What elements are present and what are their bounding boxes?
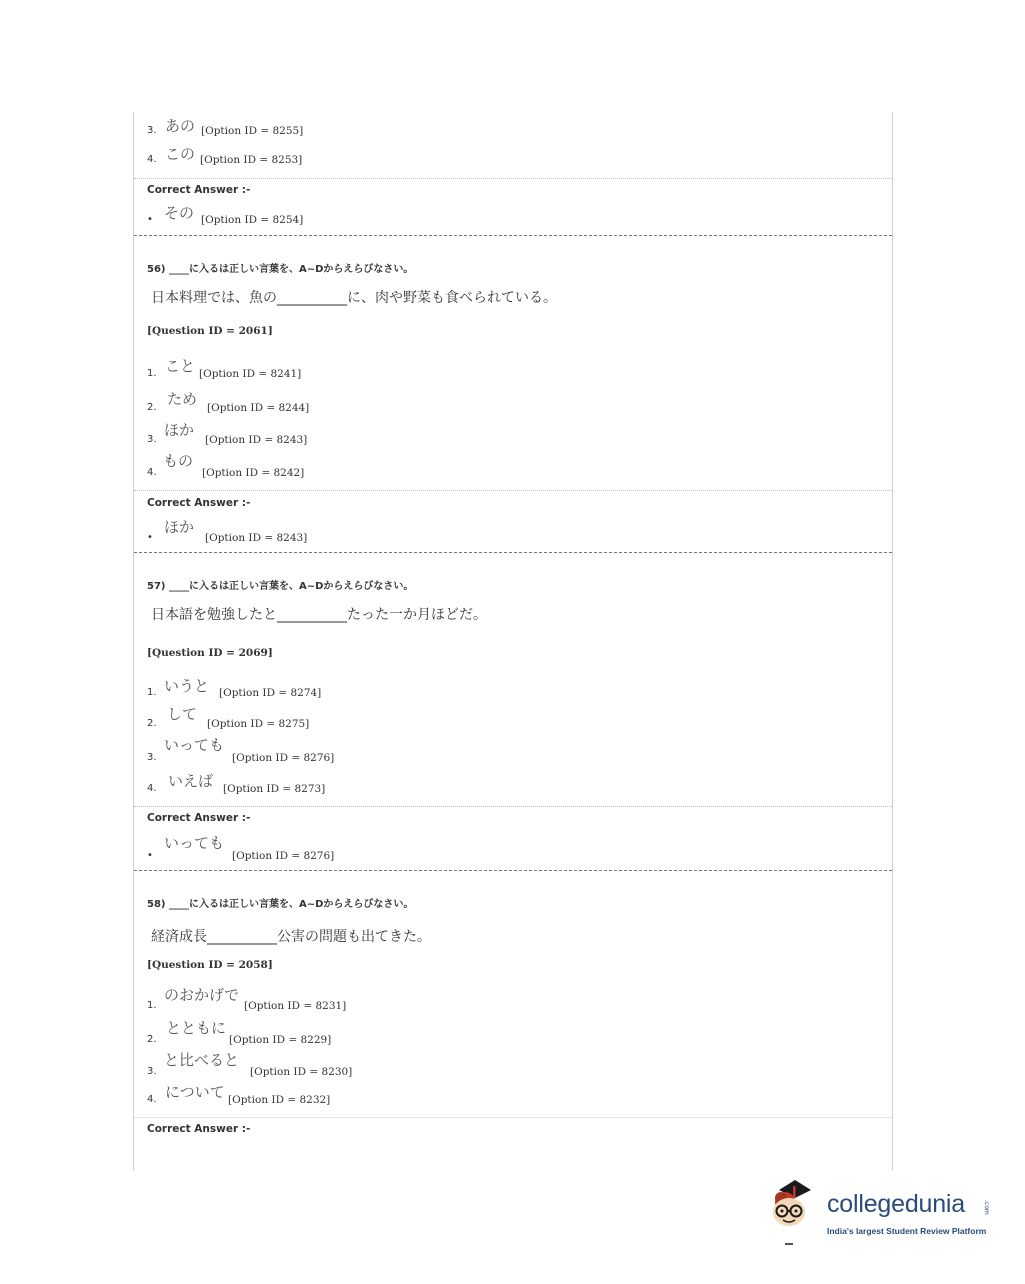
option-text: ため: [167, 390, 198, 408]
option-number: 2.: [147, 402, 157, 413]
option-text: あの: [165, 117, 196, 135]
question-separator: [134, 552, 892, 553]
option-id: [Option ID = 8230]: [250, 1066, 353, 1078]
correct-answer-label: Correct Answer :-: [147, 812, 251, 824]
option-number: 1.: [147, 687, 157, 698]
option-text: もの: [163, 452, 194, 470]
question-separator: [134, 235, 892, 236]
divider: [134, 806, 892, 807]
option-id: [Option ID = 8273]: [223, 783, 326, 795]
option-number: 2.: [147, 718, 157, 729]
answer-option-id: [Option ID = 8243]: [205, 532, 308, 544]
option-text: この: [165, 145, 196, 163]
answer-text: ほか: [164, 518, 195, 536]
correct-answer-label: Correct Answer :-: [147, 184, 251, 196]
question-id: [Question ID = 2069]: [147, 647, 273, 659]
question-id: [Question ID = 2058]: [147, 959, 273, 971]
option-text: いっても: [164, 736, 225, 754]
option-id: [Option ID = 8276]: [232, 752, 335, 764]
option-id: [Option ID = 8244]: [207, 402, 310, 414]
option-id: [Option ID = 8241]: [199, 368, 302, 380]
option-number: 2.: [147, 1034, 157, 1045]
option-number: 3.: [147, 1066, 157, 1077]
answer-bullet: •: [147, 214, 153, 225]
answer-option-id: [Option ID = 8276]: [232, 850, 335, 862]
mascot-icon: [765, 1176, 827, 1248]
option-number: 1.: [147, 1000, 157, 1011]
answer-option-id: [Option ID = 8254]: [201, 214, 304, 226]
question-header: 56) ____に入るは正しい言葉を、A~Dからえらびなさい。: [147, 264, 414, 275]
answer-text: いっても: [164, 834, 225, 852]
option-id: [Option ID = 8253]: [200, 154, 303, 166]
answer-bullet: •: [147, 532, 153, 543]
option-number: 4.: [147, 467, 157, 478]
option-id: [Option ID = 8255]: [201, 125, 304, 137]
option-id: [Option ID = 8274]: [219, 687, 322, 699]
divider: [134, 490, 892, 491]
correct-answer-label: Correct Answer :-: [147, 497, 251, 509]
question-id: [Question ID = 2061]: [147, 325, 273, 337]
question-header: 57) ____に入るは正しい言葉を、A~Dからえらびなさい。: [147, 581, 414, 592]
option-text: いうと: [164, 677, 210, 695]
option-id: [Option ID = 8275]: [207, 718, 310, 730]
option-id: [Option ID = 8229]: [229, 1034, 332, 1046]
option-number: 4.: [147, 783, 157, 794]
option-number: 4.: [147, 154, 157, 165]
option-text: ほか: [164, 421, 195, 439]
option-number: 3.: [147, 125, 157, 136]
answer-bullet: •: [147, 850, 153, 861]
option-number: 4.: [147, 1094, 157, 1105]
option-id: [Option ID = 8232]: [228, 1094, 331, 1106]
option-id: [Option ID = 8242]: [202, 467, 305, 479]
divider: [134, 178, 892, 179]
option-text: と比べると: [164, 1051, 240, 1069]
question-sentence: 日本語を勉強したと__________たった一か月ほどだ。: [151, 607, 487, 623]
option-text: とともに: [166, 1019, 227, 1037]
option-number: 1.: [147, 368, 157, 379]
option-id: [Option ID = 8243]: [205, 434, 308, 446]
option-text: のおかげで: [164, 986, 240, 1004]
option-text: について: [165, 1083, 225, 1101]
question-sentence: 経済成長__________公害の問題も出てきた。: [151, 929, 431, 945]
question-sentence: 日本料理では、魚の__________に、肉や野菜も食べられている。: [151, 290, 557, 306]
option-text: こと: [165, 357, 196, 375]
option-text: して: [167, 705, 198, 723]
answer-text: その: [164, 204, 195, 222]
option-number: 3.: [147, 752, 157, 763]
divider: [134, 1117, 892, 1118]
logo-tagline: India's largest Student Review Platform: [827, 1226, 987, 1236]
correct-answer-label: Correct Answer :-: [147, 1123, 251, 1135]
collegedunia-logo: [765, 1176, 995, 1248]
option-text: いえば: [168, 772, 214, 790]
question-separator: [134, 870, 892, 871]
option-id: [Option ID = 8231]: [244, 1000, 347, 1012]
logo-name: collegedunia: [827, 1190, 965, 1218]
question-sheet: [133, 112, 893, 1171]
option-number: 3.: [147, 434, 157, 445]
logo-suffix: .com: [983, 1200, 990, 1215]
question-header: 58) ____に入るは正しい言葉を、A~Dからえらびなさい。: [147, 899, 414, 910]
